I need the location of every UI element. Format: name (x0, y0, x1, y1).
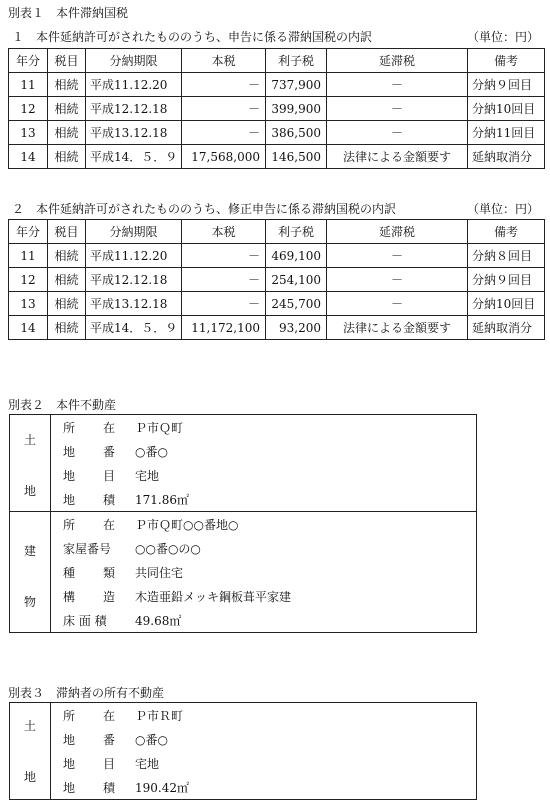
cell-tax-item: 相続 (48, 244, 86, 268)
property-row (10, 584, 477, 608)
cell-due-date: 平成14．５．９ (86, 145, 182, 169)
table-header-row (9, 220, 545, 244)
category-char: 地 (23, 484, 36, 498)
col-due-date: 分納期限 (86, 49, 182, 73)
appendix2-title: 別表２ 本件不動産 (8, 398, 117, 412)
label-part: 所 (63, 708, 76, 723)
label-part: 地 (63, 780, 76, 795)
label-part: 床 面 積 (63, 613, 107, 628)
property-value: 171.86㎡ (135, 492, 189, 507)
property-label (51, 608, 132, 633)
cell-interest: 146,500 (266, 145, 327, 169)
category-char: 物 (23, 595, 36, 609)
cell-year: 12 (9, 268, 48, 292)
cell-delinquency: 法律による金額要す (327, 316, 468, 340)
label-part: 家屋番号 (63, 541, 112, 556)
cell-delinquency: 法律による金額要す (327, 145, 468, 169)
cell-delinquency: － (327, 121, 468, 145)
cell-interest: 737,900 (266, 73, 327, 97)
property-value: 木造亜鉛メッキ鋼板葺平家建 (135, 589, 292, 604)
label-part: 所 (63, 420, 76, 435)
cell-delinquency: － (327, 97, 468, 121)
cell-remarks: 分納８回目 (468, 244, 545, 268)
cell-principal: － (182, 121, 266, 145)
table-row (9, 244, 545, 268)
label-part: 番 (103, 732, 116, 747)
cell-principal: 11,172,100 (182, 316, 266, 340)
cell-remarks: 分納10回目 (468, 97, 545, 121)
cell-delinquency: － (327, 244, 468, 268)
land-category (10, 703, 51, 800)
category-char: 土 (23, 433, 36, 447)
cell-year: 14 (9, 145, 48, 169)
label-part: 種 (63, 565, 76, 580)
label-part: 類 (103, 565, 116, 580)
table-row (9, 73, 545, 97)
cell-interest: 469,100 (266, 244, 327, 268)
property-label (51, 463, 132, 487)
label-part: 在 (103, 517, 116, 532)
label-part: 目 (103, 756, 116, 771)
cell-due-date: 平成12.12.18 (86, 97, 182, 121)
table-row (9, 268, 545, 292)
property-value: Ｐ市Ｒ町 (135, 708, 184, 723)
cell-year: 13 (9, 292, 48, 316)
label-part: 地 (63, 444, 76, 459)
label-part: 番 (103, 444, 116, 459)
table-header-row (9, 49, 545, 73)
property-value: ○番○ (135, 444, 168, 459)
cell-remarks: 延納取消分 (468, 316, 545, 340)
col-delinquency: 延滞税 (327, 220, 468, 244)
cell-due-date: 平成12.12.18 (86, 268, 182, 292)
property-label (51, 439, 132, 463)
cell-tax-item: 相続 (48, 316, 86, 340)
cell-year: 14 (9, 316, 48, 340)
cell-interest: 93,200 (266, 316, 327, 340)
property-label (51, 751, 132, 775)
table-row (9, 97, 545, 121)
col-delinquency: 延滞税 (327, 49, 468, 73)
cell-tax-item: 相続 (48, 121, 86, 145)
cell-remarks: 分納11回目 (468, 121, 545, 145)
cell-year: 13 (9, 121, 48, 145)
table-row (9, 121, 545, 145)
section2-table (8, 219, 545, 340)
property-label (51, 727, 132, 751)
building-category (10, 512, 51, 633)
cell-interest: 245,700 (266, 292, 327, 316)
cell-interest: 399,900 (266, 97, 327, 121)
section1-unit: （単位：円） (467, 30, 540, 44)
appendix2-table (9, 414, 477, 633)
cell-year: 11 (9, 244, 48, 268)
label-part: 地 (63, 732, 76, 747)
cell-remarks: 分納10回目 (468, 292, 545, 316)
property-row (10, 512, 477, 537)
property-value: ○番○ (135, 732, 168, 747)
section1-title: １ 本件延納許可がされたもののうち、申告に係る滞納国税の内訳 (12, 30, 373, 44)
cell-tax-item: 相続 (48, 292, 86, 316)
land-category (10, 415, 51, 512)
property-row (10, 703, 477, 728)
label-part: 構 (63, 589, 76, 604)
property-value: 共同住宅 (135, 565, 184, 580)
property-label (51, 512, 132, 537)
property-row (10, 536, 477, 560)
property-row (10, 775, 477, 800)
label-part: 造 (103, 589, 116, 604)
col-tax-item: 税目 (48, 220, 86, 244)
property-label (51, 584, 132, 608)
cell-tax-item: 相続 (48, 97, 86, 121)
cell-delinquency: － (327, 73, 468, 97)
category-char: 建 (23, 544, 36, 558)
label-part: 在 (103, 708, 116, 723)
table-row (9, 145, 545, 169)
property-row (10, 463, 477, 487)
cell-due-date: 平成14．５．９ (86, 316, 182, 340)
property-row (10, 751, 477, 775)
cell-remarks: 分納９回目 (468, 73, 545, 97)
label-part: 積 (103, 492, 116, 507)
cell-interest: 386,500 (266, 121, 327, 145)
cell-due-date: 平成13.12.18 (86, 292, 182, 316)
table-row (9, 316, 545, 340)
property-value: Ｐ市Ｑ町○○番地○ (131, 512, 477, 537)
cell-principal: － (182, 268, 266, 292)
property-value: ○○番○の○ (135, 541, 201, 556)
col-principal: 本税 (182, 220, 266, 244)
col-interest: 利子税 (266, 220, 327, 244)
property-label (51, 415, 132, 440)
property-row (10, 608, 477, 633)
label-part: 地 (63, 468, 76, 483)
label-part: 目 (103, 468, 116, 483)
cell-due-date: 平成13.12.18 (86, 121, 182, 145)
property-label (51, 536, 132, 560)
cell-principal: － (182, 292, 266, 316)
property-value: Ｐ市Ｑ町 (135, 420, 184, 435)
col-principal: 本税 (182, 49, 266, 73)
property-row (10, 487, 477, 512)
cell-remarks: 分納９回目 (468, 268, 545, 292)
section2-unit: （単位：円） (467, 202, 540, 216)
col-year: 年分 (9, 49, 48, 73)
col-due-date: 分納期限 (86, 220, 182, 244)
cell-year: 11 (9, 73, 48, 97)
table-row (9, 292, 545, 316)
label-part: 地 (63, 492, 76, 507)
appendix1-title: 別表１ 本件滞納国税 (8, 6, 129, 20)
col-tax-item: 税目 (48, 49, 86, 73)
cell-remarks: 延納取消分 (468, 145, 545, 169)
property-value: 49.68㎡ (135, 613, 182, 628)
property-value: 宅地 (135, 756, 160, 771)
property-row (10, 415, 477, 440)
category-char: 土 (23, 719, 36, 733)
cell-year: 12 (9, 97, 48, 121)
property-value: 宅地 (135, 468, 160, 483)
cell-delinquency: － (327, 292, 468, 316)
cell-due-date: 平成11.12.20 (86, 73, 182, 97)
label-part: 地 (63, 756, 76, 771)
col-remarks: 備考 (468, 49, 545, 73)
cell-due-date: 平成11.12.20 (86, 244, 182, 268)
property-label (51, 560, 132, 584)
col-remarks: 備考 (468, 220, 545, 244)
cell-tax-item: 相続 (48, 268, 86, 292)
cell-principal: － (182, 73, 266, 97)
property-row (10, 439, 477, 463)
appendix3-table (9, 702, 477, 800)
property-row (10, 727, 477, 751)
cell-principal: － (182, 244, 266, 268)
property-label (51, 775, 132, 800)
property-label (51, 703, 132, 728)
section2-title: ２ 本件延納許可がされたもののうち、修正申告に係る滞納国税の内訳 (12, 202, 397, 216)
cell-tax-item: 相続 (48, 145, 86, 169)
label-part: 在 (103, 420, 116, 435)
appendix3-title: 別表３ 滞納者の所有不動産 (8, 686, 165, 700)
property-label (51, 487, 132, 512)
property-row (10, 560, 477, 584)
section1-table (8, 48, 545, 169)
cell-delinquency: － (327, 268, 468, 292)
cell-interest: 254,100 (266, 268, 327, 292)
cell-tax-item: 相続 (48, 73, 86, 97)
category-char: 地 (23, 770, 36, 784)
cell-principal: 17,568,000 (182, 145, 266, 169)
label-part: 積 (103, 780, 116, 795)
col-interest: 利子税 (266, 49, 327, 73)
col-year: 年分 (9, 220, 48, 244)
cell-principal: － (182, 97, 266, 121)
label-part: 所 (63, 517, 76, 532)
property-value: 190.42㎡ (135, 780, 189, 795)
